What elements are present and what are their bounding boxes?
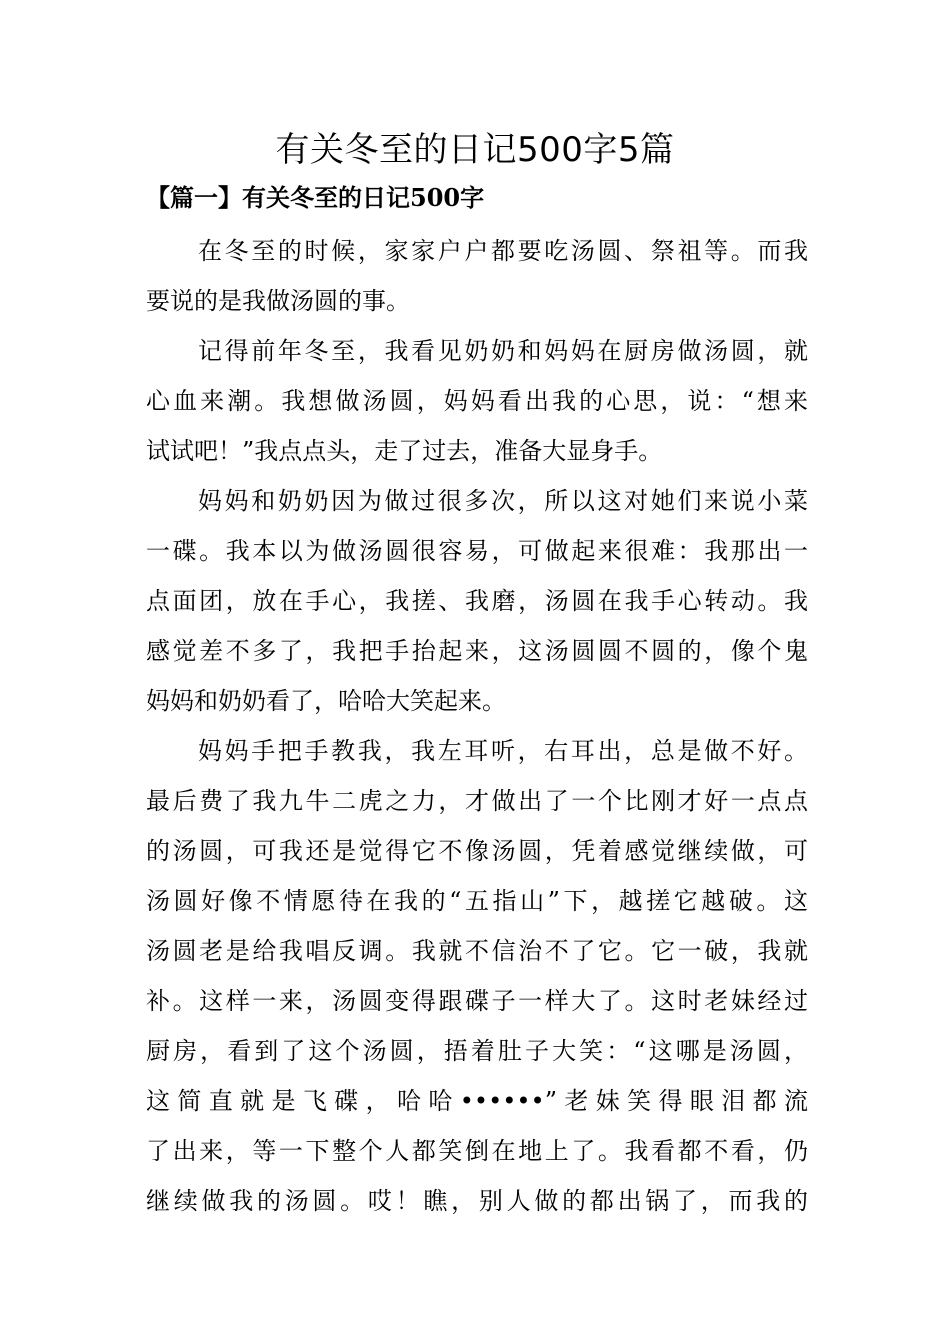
text-line: 妈妈手把手教我，我左耳听，右耳出，总是做不好。 [198,737,808,765]
text-line: 汤圆好像不情愿待在我的“五指山”下，越搓它越破。这 [146,887,808,915]
text-line: 心血来潮。我想做汤圆，妈妈看出我的心思，说：“想来 [146,387,808,415]
text-line: 了出来，等一下整个人都笑倒在地上了。我看都不看，仍 [146,1137,808,1165]
text-line: 一碟。我本以为做汤圆很容易，可做起来很难：我那出一 [146,537,808,565]
text-line: 妈妈和奶奶因为做过很多次，所以这对她们来说小菜 [198,487,808,515]
text-line: 补。这样一来，汤圆变得跟碟子一样大了。这时老妹经过 [146,987,808,1015]
text-line: 继续做我的汤圆。哎！瞧，别人做的都出锅了，而我的 [146,1187,808,1215]
text-line: 的汤圆，可我还是觉得它不像汤圆，凭着感觉继续做，可 [146,837,808,865]
text-line: 最后费了我九牛二虎之力，才做出了一个比刚才好一点点 [146,787,808,815]
text-line: 要说的是我做汤圆的事。 [146,287,410,315]
text-line: 在冬至的时候，家家户户都要吃汤圆、祭祖等。而我 [198,237,808,265]
document-title: 有关冬至的日记500字5篇 [275,130,675,170]
text-line: 试试吧！”我点点头，走了过去，准备大显身手。 [146,437,663,465]
text-line: 记得前年冬至，我看见奶奶和妈妈在厨房做汤圆，就 [198,337,808,365]
text-line: 妈妈和奶奶看了，哈哈大笑起来。 [146,687,506,715]
text-line: 这简直就是飞碟，哈哈••••••”老妹笑得眼泪都流 [146,1087,808,1115]
document-body [146,226,808,1226]
text-line: 感觉差不多了，我把手抬起来，这汤圆圆不圆的，像个鬼 [146,637,808,665]
section-heading: 【篇一】有关冬至的日记500字 [146,183,485,212]
text-line: 点面团，放在手心，我搓、我磨，汤圆在我手心转动。我 [146,587,808,615]
text-line: 汤圆老是给我唱反调。我就不信治不了它。它一破，我就 [146,937,808,965]
text-line: 厨房，看到了这个汤圆，捂着肚子大笑：“这哪是汤圆， [146,1037,808,1065]
